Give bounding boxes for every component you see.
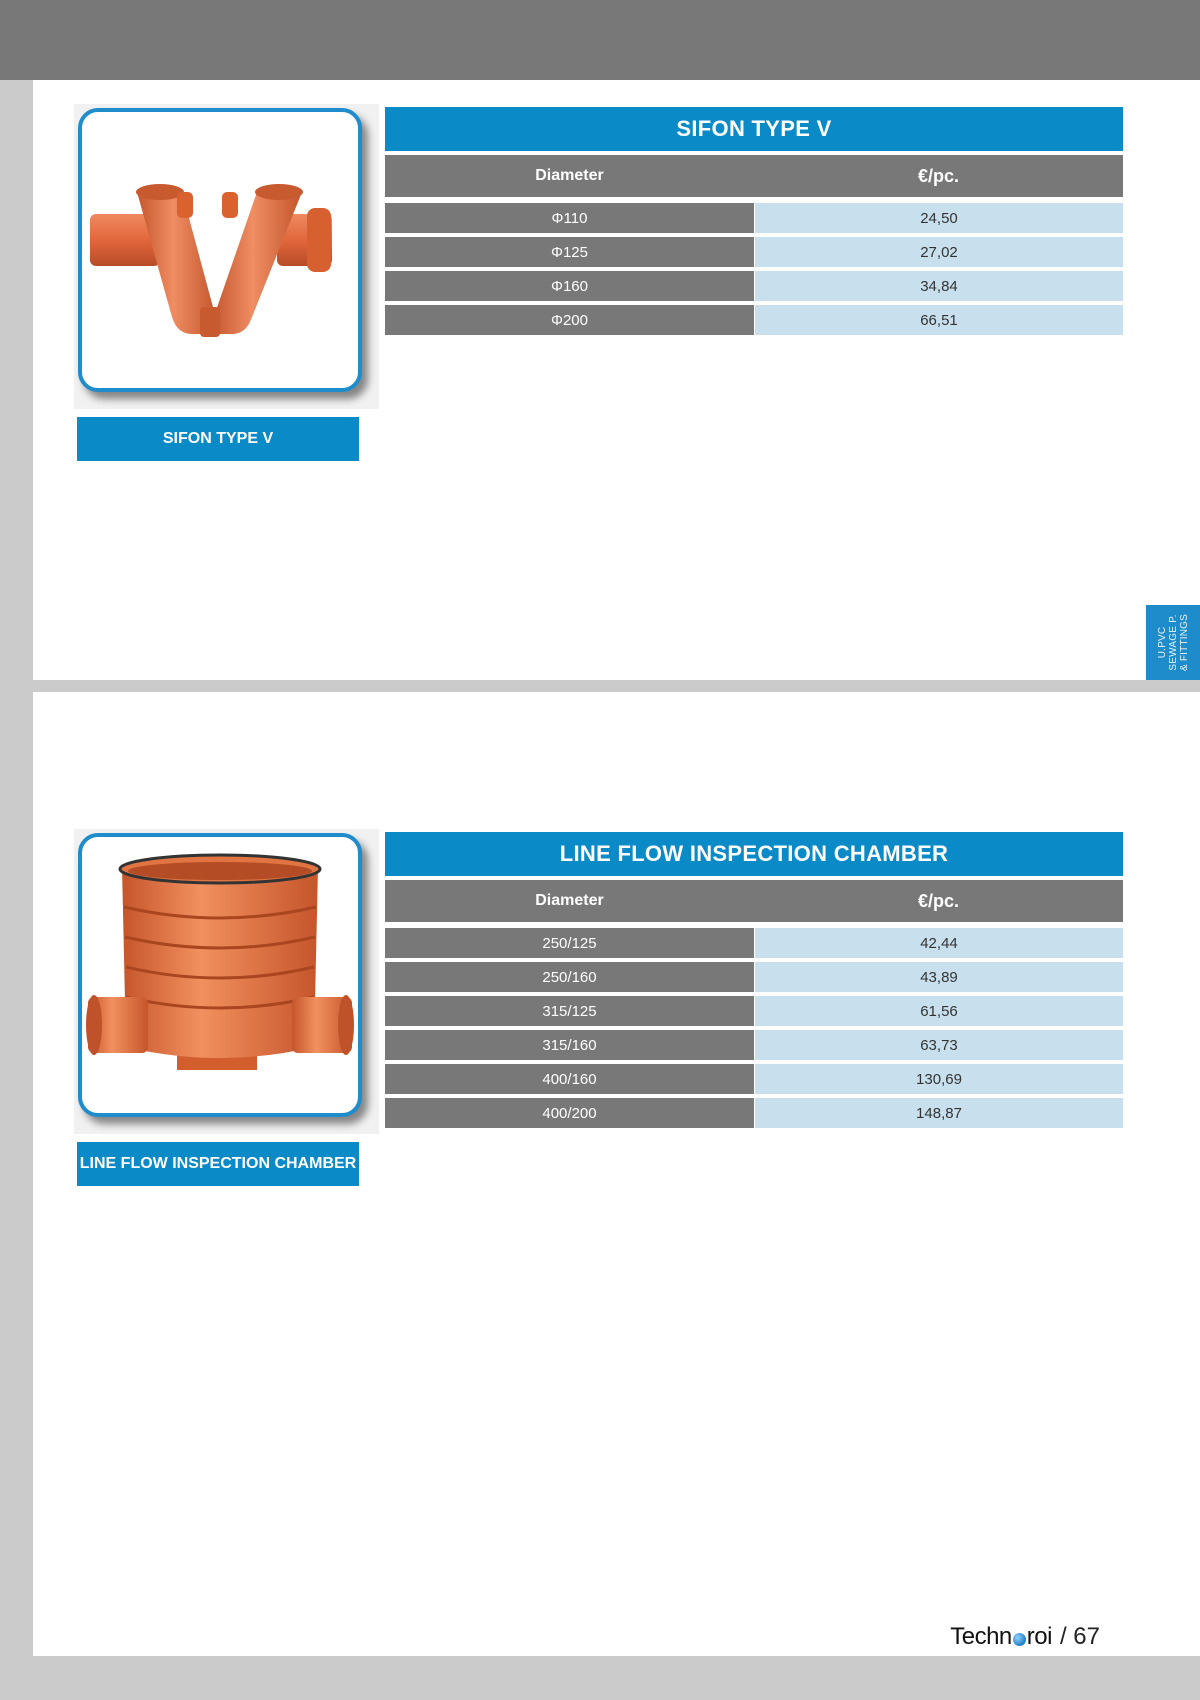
price-cell: 34,84 (755, 271, 1123, 301)
product-image-frame (74, 829, 379, 1134)
table-row (385, 928, 1123, 958)
diameter-cell: 315/160 (385, 1030, 755, 1060)
brand-text: Techn (950, 1623, 1012, 1650)
diameter-cell: 250/160 (385, 962, 755, 992)
diameter-cell: Φ200 (385, 305, 755, 335)
table-title: SIFON TYPE V (385, 107, 1123, 151)
table-header (385, 880, 1123, 924)
side-tab-line: SEWAGE P. (1167, 614, 1179, 671)
table-row (385, 962, 1123, 992)
price-table-sifon (385, 107, 1123, 335)
sifon-type-v-image (78, 108, 362, 392)
inspection-chamber-icon (82, 837, 358, 1113)
diameter-cell: Φ125 (385, 237, 755, 267)
price-cell: 130,69 (755, 1064, 1123, 1094)
diameter-cell: 400/200 (385, 1098, 755, 1128)
side-tab-line: U.PVC (1156, 626, 1168, 659)
brand-text: roi (1026, 1623, 1052, 1650)
price-cell: 66,51 (755, 305, 1123, 335)
price-cell: 148,87 (755, 1098, 1123, 1128)
price-table-inspection-chamber (385, 832, 1123, 1128)
table-row (385, 305, 1123, 335)
table-title: LINE FLOW INSPECTION CHAMBER (385, 832, 1123, 876)
diameter-cell: 315/125 (385, 996, 755, 1026)
table-row (385, 996, 1123, 1026)
footer-brand (950, 1623, 1100, 1651)
section-side-tab (1146, 605, 1200, 680)
column-header-diameter: Diameter (535, 167, 604, 184)
price-cell: 27,02 (755, 237, 1123, 267)
brand-logo (950, 1623, 1052, 1651)
table-row (385, 237, 1123, 267)
page-separator: / (1059, 1623, 1067, 1650)
table-header (385, 155, 1123, 199)
table-row (385, 1098, 1123, 1128)
inspection-chamber-image (78, 833, 362, 1117)
column-header-price: €/pc. (917, 165, 960, 186)
diameter-cell: 250/125 (385, 928, 755, 958)
product-caption: SIFON TYPE V (77, 417, 359, 461)
column-header-diameter: Diameter (535, 892, 604, 909)
diameter-cell: Φ160 (385, 271, 755, 301)
price-cell: 42,44 (755, 928, 1123, 958)
product-caption: LINE FLOW INSPECTION CHAMBER (77, 1142, 359, 1186)
price-cell: 63,73 (755, 1030, 1123, 1060)
table-row (385, 203, 1123, 233)
column-header-price: €/pc. (917, 890, 960, 911)
price-cell: 61,56 (755, 996, 1123, 1026)
diameter-cell: Φ110 (385, 203, 755, 233)
top-band (0, 0, 1200, 80)
price-cell: 24,50 (755, 203, 1123, 233)
table-row (385, 271, 1123, 301)
page-number-value: 67 (1073, 1623, 1100, 1650)
table-row (385, 1030, 1123, 1060)
product-image-frame (74, 104, 379, 409)
side-tab-label (1157, 614, 1190, 671)
brand-dot-icon (1013, 1633, 1026, 1646)
diameter-cell: 400/160 (385, 1064, 755, 1094)
sifon-pipe-icon (82, 112, 358, 388)
table-row (385, 1064, 1123, 1094)
price-cell: 43,89 (755, 962, 1123, 992)
side-tab-line: & FITTINGS (1178, 614, 1190, 671)
page-number (1060, 1623, 1100, 1651)
